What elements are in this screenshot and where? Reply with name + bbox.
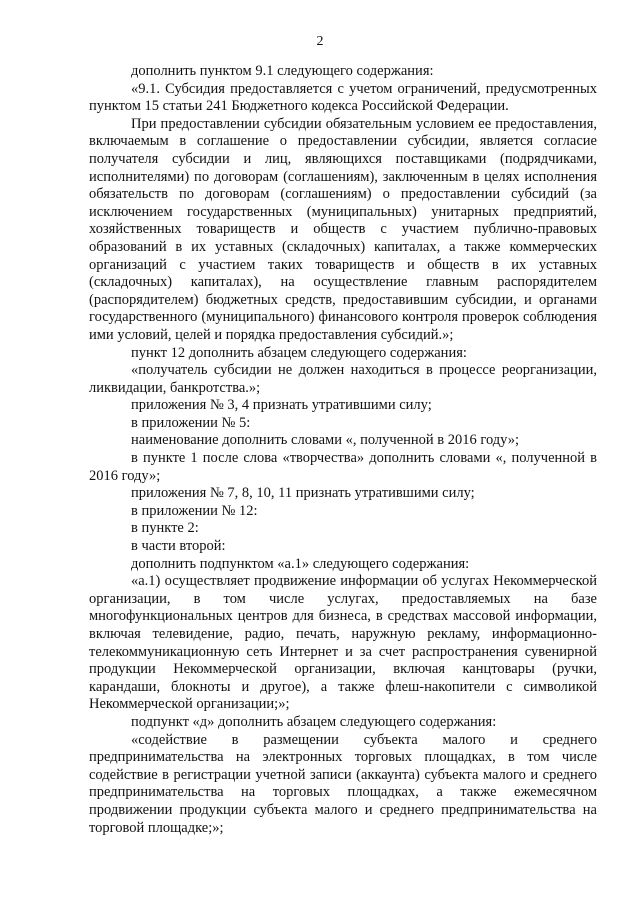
- paragraph-9: в пункте 1 после слова «творчества» дополнить словами «, полученной в 2016 году»;: [89, 450, 597, 484]
- paragraph-12: в пункте 2:: [131, 520, 199, 537]
- paragraph-10: приложения № 7, 8, 10, 11 признать утратившими силу;: [131, 485, 475, 502]
- paragraph-8: наименование дополнить словами «, полученной в 2016 году»;: [131, 432, 520, 449]
- paragraph-11: в приложении № 12:: [131, 502, 258, 519]
- paragraph-14: дополнить подпунктом «а.1» следующего содержания:: [131, 555, 470, 572]
- paragraph-1: дополнить пунктом 9.1 следующего содержания:: [131, 63, 434, 79]
- paragraph-17: «содействие в размещении субъекта малого и среднего предпринимательства на электронных торговых площадках, в том числе содействие в регистрации учетной записи (аккаунта) субъекта малого и среднего предпринимательства на торговых площадках, а также ежемесячном продвижении продукции субъекта малого и среднего предпринимательства на торговой площадке;»;: [89, 731, 597, 836]
- paragraph-7: в приложении № 5:: [131, 414, 251, 431]
- paragraph-6: приложения № 3, 4 признать утратившими силу;: [131, 397, 432, 414]
- paragraph-5: «получатель субсидии не должен находиться в процессе реорганизации, ликвидации, банкротства.»;: [89, 362, 597, 396]
- paragraph-16: подпункт «д» дополнить абзацем следующего содержания:: [131, 713, 497, 730]
- paragraph-15: «а.1) осуществляет продвижение информации об услугах Некоммерческой организации, в том числе услугах, предоставляемых на базе многофункциональных центров для бизнеса, в средствах массовой информации, включая телевидение, радио, печать, наружную рекламу, информационно-телекоммуникационную сеть Интернет и за счет распространения сувенирной продукции Некоммерческой организации, включая канцтовары (ручки, карандаши, блокноты и другое), а также флеш-накопители с символикой Некоммерческой организации;»;: [89, 573, 597, 713]
- paragraph-2: «9.1. Субсидия предоставляется с учетом ограничений, предусмотренных пунктом 15 статьи 241 Бюджетного кодекса Российской Федерации.: [89, 80, 597, 115]
- paragraph-3: При предоставлении субсидии обязательным условием ее предоставления, включаемым в соглашение о предоставлении субсидии, является согласие получателя субсидии и лиц, являющихся поставщиками (подрядчиками, исполнителями) по договорам (соглашениям), заключенным в целях исполнения обязательств по договорам (соглашениям) о предоставлении субсидий (за исключением государственных (муниципальных) унитарных предприятий, хозяйственных товариществ и обществ с участием публично-правовых образований в их уставных (складочных) капиталах, а также коммерческих организаций с участием таких товариществ и обществ в их уставных (складочных) капиталах), на осуществление главным распорядителем (распорядителем) бюджетных средств, предоставившим субсидии, и органами государственного (муниципального) финансового контроля проверок соблюдения ими условий, целей и порядка предоставления субсидий.»;: [89, 115, 597, 343]
- document-body: [89, 63, 597, 837]
- paragraph-13: в части второй:: [131, 538, 226, 555]
- paragraph-4: пункт 12 дополнить абзацем следующего содержания:: [131, 344, 467, 361]
- page-number: 2: [316, 34, 324, 49]
